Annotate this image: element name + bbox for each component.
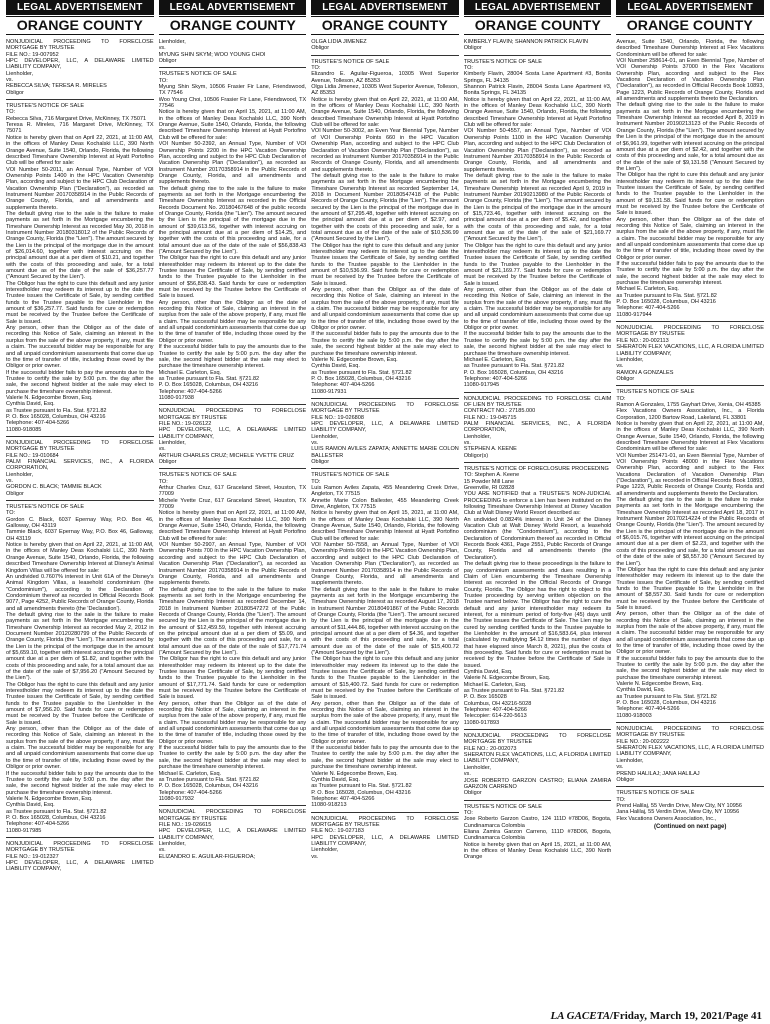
notice-line: Cynthia David, Esq. (311, 363, 360, 370)
notice-line: 11080-917944 (616, 311, 652, 318)
notice-line: Telephone: 407-404-5266 (616, 305, 680, 312)
notice-line: vs. (463, 439, 471, 446)
notice-line: Any person, other than the Obligor as of the date of recording this Notice of Sale, claiming an interest in the surplus from the sale of the above property, if any, must file a claim. The successful bidder may be responsible for any and all unpaid condominium assessments that come due up to the time of transfer of title, including those owed by the Obligor or prior owner. (6, 325, 154, 370)
notice-line: Notice is hereby given that on April 22, 2021, at 11:00 AM, in the offices of Manley Deas Kochalski LLC, 390 North Orange Avenue, Suite 1540, Orlando, Florida, the following described Timeshare Ownership Interest at Hyatt Portofino Club will be offered for sale: (463, 96, 612, 129)
notice-line: as Trustee pursuant to Fla. Stat. §721.82 (616, 693, 717, 700)
notice-line: NONJUDICIAL PROCEEDING TO FORECLOSE MORTGAGE BY TRUSTEE (158, 809, 307, 822)
notice-line: If the successful bidder fails to pay the amounts due to the Trustee to certify the sale by 5:00 p.m. the day after the sale, the second highest bidder at the sale may elect to purchase the timeshare ownership interest. (311, 745, 459, 771)
notice-line: Kimberly Flavin, 28004 Sosta Lane Apartment #3, Bonita Springs, FL 34135 (463, 71, 612, 84)
notice-line: Gordon C. Black, 6037 Epernay Way, P.O. Box 46, Galloway, OH 43119 (6, 516, 154, 530)
notice-line: TO: (463, 65, 473, 72)
notice-line: Notice is hereby given that on April 22, 2021, at 11:00 AM, in the offices of Manley Deas Kochalski LLC, 390 North Orange Avenue, Suite 1540, Orlando, Florida, the following described Timeshare Ownership Interest at Flex Vacations Condominium will be offered for sale: (616, 420, 764, 453)
notice-line: 11080-918085 (6, 426, 42, 433)
notice-line: as Trustee pursuant to Fla. Stat. §721.82 (6, 808, 107, 815)
notice-line: Lienholder, (311, 847, 339, 854)
notice-line: as Trustee pursuant to Fla. Stat. §721.82 (463, 688, 565, 695)
notice-line: NONJUDICIAL PROCEEDING TO FORECLOSE MORTGAGE BY TRUSTEE (6, 439, 154, 453)
notice-line: Obligor(s) (463, 452, 489, 459)
notice-line: VOI Number 50-2907, an Annual Type, Number of VOI Ownership Points 700 in the HPC Vacation Ownership Plan, according and subject to the HPC Club Declaration of Vacation Ownership Plan ("Declaration"), as recorded as Instrument Number 20170358914 in the Public Records of Orange County, Florida, and all amendments and supplements thereto. (158, 542, 307, 587)
notice-line: Telephone: 407-404-5266 (6, 420, 70, 427)
notice-line: Any person, other than the Obligor as of the date of recording this Notice of Sale, claiming an interest in the surplus from the sale of the above property, if any, must file a claim. The successful bidder may be responsible for any and all unpaid condominium assessments that come due up to the time of transfer of title, including those owed by the Obligor or prior owner. (158, 700, 307, 745)
notice-line: Myung Shin Skym, 10506 Frasier Fir Lane, Friendswood, TX 77546 (158, 84, 307, 97)
notice-line: vs. (463, 771, 471, 778)
notice-line: 15 Powder Mill Lane (463, 478, 515, 485)
notice-line: The default giving rise to the sale is the failure to make payments as set forth in the Mortgage encumbering the Timeshare Ownership Interest as recorded December 14, 2018 in Instrument Number 20180547272 of the Public Records of Orange County, Florida (the "Lien"). The amount secured by the Lien is the principal of the mortgage due in the amount of $12,459.59, together with interest accruing on the principal amount due at a per diem of $5.09, and together with the costs of this proceeding and sale, for a total amount due as of the date of the sale of $17,771.74 ("Amount Secured by the Lien"). (158, 586, 307, 656)
notice-divider (311, 468, 459, 469)
notice-divider (616, 321, 764, 322)
notice-line: FILE NO.: 20-002222 (616, 738, 670, 745)
notice-line: 11080-917893 (463, 719, 500, 726)
notice-line: Tammie Black, 6037 Epernay Way, P.O. Box 46, Galloway, OH 43119 (6, 529, 154, 542)
notice-line: vs. (311, 853, 319, 860)
notice-line: Lienholder, (158, 39, 186, 45)
notice-line: HPC DEVELOPER, LLC, A DELAWARE LIMITED LIABILITY COMPANY, (6, 58, 154, 71)
ad-column-4 (464, 0, 612, 1010)
notice-line: P. O. Box 165028, Columbus, OH 43216 (311, 375, 411, 382)
notice-line: P. O. Box 165028 (463, 694, 507, 701)
notice-line: PALM FINANCIAL SERVICES, INC., A FLORIDA CORPORATION, (463, 420, 612, 434)
notice-line: as Trustee pursuant to Fla. Stat. §721.82 (158, 776, 260, 783)
notice-divider (464, 729, 612, 730)
notice-line: TO: (616, 796, 626, 803)
notice-line: TRUSTEE'S NOTICE OF SALE (616, 389, 695, 396)
notice-line: If the successful bidder fails to pay the amounts due to the Trustee to certify the sale by 5:00 p.m. the day after the sale, the second highest bidder at the sale may elect to purchase the timeshare ownership interest. (463, 331, 612, 357)
notice-line: Flex Vacations Owners Association, Inc., a Florida Corporation, 1200 Bartow Road, Lakeland, FL 33801 (616, 408, 764, 421)
notice-line: VOI Number 258614-01, an Even Biennial Type, Number of VOI Ownership Points 37000 in the Flex Vacations Ownership Plan, according and subject to the Flex Vacations Declaration of Vacation Ownership Plan ("Declaration"), as recorded in Official Records Book 10893, Page 1223, Public Records of Orange County, Florida and all amendments and supplements thereto the Declaration. (616, 58, 764, 103)
notice-line: Obligor (463, 45, 482, 52)
notice-line: as Trustee pursuant to Fla. Stat. §721.82 (311, 369, 412, 376)
notice-line: Ramon A Gonzales, 1755 Gayhart Drive, Xenia, OH 45385 (616, 401, 761, 408)
notice-line: vs. (6, 77, 14, 84)
notice-divider (159, 67, 307, 68)
notice-line: FILE NO.: 19-027183 (311, 828, 364, 835)
legal-advertisement-header: LEGAL ADVERTISEMENT (311, 0, 459, 15)
notice-line: Notice is hereby given that on April 22, 2021, at 11:00 AM, in the offices of Manley Deas Kochalski LLC, 390 North Orange Avenue, Suite 1540, Orlando, Florida, the following described Timeshare Ownership Interest at Hyatt Portofino Club will be offered for sale: (311, 96, 459, 129)
notice-line: The default giving rise to the sale is the failure to make payments as set forth in the Mortgage encumbering the Timeshare Ownership Interest as recorded September 14, 2018 in Document Number 20180547418 of the Public Records of Orange County, Florida (the "Lien"). The amount secured by the Lien is the principal of the mortgage due in the amount of $7,295.48, together with interest accruing on the principal amount due at a per diem of $2.97, and together with the costs of this proceeding and sale, for a total amount due as of the date of the sale of $10,536.99 ("Amount Secured by the Lien"). (311, 172, 459, 243)
notice-line: Lienholder, (463, 433, 491, 440)
notice-line: vs. (158, 847, 166, 854)
notice-divider (311, 398, 459, 399)
notice-line: The Obligor has the right to cure this default and any junior interestholder may redeem its interest up to the date the Trustee issues the Certificate of Sale, by sending certified funds to the Trustee payable to the Lienholder in the amount of $8,557.30. Said funds for cure or redemption must be received by the Trustee before the Certificate of Sale is issued. (616, 566, 764, 611)
notice-line: NONJUDICIAL PROCEEDING TO FORECLOSE CLAIM OF LIEN BY TRUSTEE (463, 395, 612, 408)
notice-line: TO: (311, 65, 321, 72)
notice-line: as Trustee pursuant to Fla. Stat. §721.82 (158, 375, 260, 382)
notice-line: Cynthia David, Esq. (616, 687, 666, 694)
columns-container (6, 0, 764, 1010)
notice-line: MYUNG SHIN SKYM; WOO YOUNG CHOI (158, 51, 266, 58)
notice-line: Elizandro E. Aguilar-Figueroa, 10305 West Superior Avenue, Tolleson, AZ 85353 (311, 71, 459, 84)
notice-line: TO: (6, 510, 16, 517)
notice-line: FILE NO.: 19-026808 (311, 414, 364, 421)
notice-line: Prend Halilaj, 55 Verdin Drive, Mew City, NY 10956 (616, 802, 742, 809)
notice-line: VOI Number 251471-01, an Even Biennial Type, Number of VOI Ownership Points 48000 in the Flex Vacations Ownership Plan, according and subject to the Flex Vacations Declaration of Vacation Ownership Plan ("Declaration"), as recorded in Official Records Book 10893, Page 1223, Public Records of Orange County, Florida and all amendments and supplements thereto the Declaration. (616, 452, 764, 497)
notice-line: SHERATON FLEX VACATIONS, LLC, A FLORIDA LIMITED LIABILITY COMPANY, (616, 745, 764, 758)
notice-line: P. O. Box 165028, Columbus, OH 43216 (6, 413, 106, 420)
notice-line: If the successful bidder fails to pay the amounts due to the Trustee to certify the sale by 5:00 p.m. the day after the sale, the second highest bidder at the sale may elect to purchase the timeshare ownership interest. (311, 331, 459, 357)
notice-line: TO: (463, 809, 473, 816)
notice-line: Any person, other than the Obligor as of the date of recording this Notice of Sale, claiming an interest in the surplus from the sale of the above property, if any, must file a claim. The successful bidder may be responsible for any and all unpaid condominium assessments that come due up to the time of transfer of title, including those owed by the Obligor or prior owner. (311, 700, 459, 745)
notice-line: The Obligor has the right to cure this default and any junior interestholder may redeem its interest up to the date the Trustee issues the Certificate of Sale, by sending certified funds to the Trustee payable to the Lienholder in the amount of $36,257.77. Said funds for cure or redemption must be received by the Trustee before the Certificate of Sale is issued. (6, 280, 154, 325)
notice-line: TRUSTEE'S NOTICE OF FORECLOSURE PROCEEDING (463, 466, 609, 472)
notice-line: FILE NO.: 19-010684 (6, 452, 59, 459)
notice-divider (311, 812, 459, 813)
notice-line: Telephone: 407-404-5266 (311, 795, 375, 802)
notice-line: The default giving rise to the sale is the failure to make payments as set forth in the Mortgage encumbering the Timeshare Ownership Interest as recorded May 30, 2018 in Instrument Number 20180318012 of the Public Records of Orange County, Florida (the "Lien"). The amount secured by the Lien is the principal of the mortgage due in the amount of $26,014.60, together with interest accruing on the principal amount due at a per diem of $10.21, and together with the costs of this proceeding and sale, for a total amount due as of the date of the sale of $36,257.77 ("Amount Secured by the Lien"). (6, 210, 154, 281)
notice-line: If the successful bidder fails to pay the amounts due to the Trustee to certify the sale by 5:00 p.m. the day after the sale, the second highest bidder at the sale may elect to purchase the timeshare ownership interest. (616, 261, 764, 287)
legal-advertisement-header: LEGAL ADVERTISEMENT (616, 0, 764, 15)
notice-line: HPC DEVELOPER, LLC, A DELAWARE LIMITED LIABILITY COMPANY, (311, 420, 459, 434)
notice-line: 11080-917938 (158, 394, 194, 401)
notice-line: FILE NO.: 20-002113 (616, 337, 669, 344)
notice-line: Telephone: 407-404-5266 (158, 789, 222, 796)
notice-line: TO: (311, 478, 321, 485)
notice-line: Telephone: 407-404-5266 (463, 375, 528, 382)
notice-line: Lienholder, (158, 439, 186, 446)
notice-divider (6, 99, 154, 100)
notice-divider (159, 404, 307, 405)
notice-divider (311, 55, 459, 56)
notice-line: The Obligor has the right to cure this default and any junior interestholder may redeem its interest up to the date the Trustee issues the Certificate of Sale, by sending certified funds to the Trustee payable to the Lienholder in the amount of $21,169.77. Said funds for cure or redemption must be received by the Trustee before the Certificate of Sale is issued. (463, 242, 612, 287)
notice-line: The default giving rise to the sale is the failure to make payments as set forth in the Mortgage encumbering the Timeshare Ownership Interest as recorded April 18, 2017 in Instrument Number 20170214224 of the Public Records of Orange County, Florida (the "Lien"). The amount secured by the Lien is the principal of the mortgage due in the amount of $6,015.76, together with interest accruing on the principal amount due at a per diem of $2.23, and together with the costs of this proceeding and sale, for a total amount due as of the date of the sale of $8,557.30 ("Amount Secured by the Lien"). (616, 497, 764, 567)
notice-line: as Trustee pursuant to Fla. Stat. §721.82 (616, 292, 717, 299)
notice-line: vs. (616, 764, 624, 771)
notice-line: Flex Vacations Owners Association, Inc., (616, 815, 717, 822)
notice-line: NONJUDICIAL PROCEEDING TO FORECLOSE MORTGAGE BY TRUSTEE (6, 39, 154, 52)
notice-line: Lienholder, (311, 433, 339, 440)
notice-line: ELIZANDRO E. AGUILAR-FIGUEROA; (158, 853, 256, 860)
notice-line: vs. (616, 363, 624, 370)
notice-divider (464, 55, 612, 56)
notice-line: FILE NO.: 19-026122 (158, 420, 212, 427)
notice-line: NONJUDICIAL PROCEEDING TO FORECLOSE MORTGAGE BY TRUSTEE (158, 408, 307, 421)
notice-line: HPC DEVELOPER, LLC, A DELAWARE LIMITED LIABILITY COMPANY, (311, 834, 459, 847)
county-banner: ORANGE COUNTY (616, 16, 764, 35)
notice-body (311, 39, 459, 860)
notice-line: Notice is hereby given that on April 22, 2021, at 11:00 AM, in the offices of Manley Deas Kochalski LLC, 390 North Orange Avenue, Suite 1540, Orlando, Florida, the following described Timeshare Ownership Interest at Disney's Animal Kingdom Villas will be offered for sale: (6, 542, 154, 574)
notice-line: 11080-918213 (311, 802, 347, 809)
legal-advertisement-header: LEGAL ADVERTISEMENT (159, 0, 307, 15)
notice-line: Columbus, OH 43216-5028 (463, 700, 532, 707)
notice-line: P. O. Box 165028, Columbus, OH 43216 (158, 382, 259, 389)
notice-line: Notice is hereby given that on April 22, 2021, at 11:00 AM, in the offices of Manley Deas Kochalski LLC, 390 North Orange Avenue, Suite 1540, Orlando, Florida, the following described Timeshare Ownership Interest at Hyatt Portofino Club will be offered for sale: (158, 510, 307, 542)
notice-line: JOSE ROBERTO GARZON CASTRO; ELIANA ZAMIRA GARZON CARRENO (463, 777, 612, 790)
notice-line: Notice is hereby given that on April 22, 2021, at 11:00 AM, in the offices of Manley Deas Kochalski LLC, 390 North Orange Avenue, Suite 1540, Orlando, Florida, the following described Timeshare Ownership Interest at Hyatt Portofino Club will be offered for sale: (6, 134, 154, 167)
notice-line: TO: (158, 478, 168, 485)
notice-line: TO: (6, 109, 16, 116)
notice-line: VOI Number 50-4557, an Annual Type, Number of VOI Ownership Points 1100 in the HPC Vacation Ownership Plan, according and subject to the HPC Club Declaration of Vacation Ownership Plan ("Declaration"), as recorded as Instrument Number 20170358914 in the Public Records of Orange County, Florida, and all amendments and supplements thereto. (463, 128, 612, 173)
notice-line: Telephone: 407-404-5266 (616, 706, 680, 713)
ad-column-2 (159, 0, 307, 1010)
notice-line: Lienholder, (158, 840, 186, 847)
notice-line: SHERATON FLEX VACATIONS, LLC, A FLORIDA LIMITED LIABILITY COMPANY, (616, 344, 764, 357)
notice-line: Luis Ramon Aviles Zapata, 455 Meandering Creek Drive, Angleton, TX 77515 (311, 485, 459, 498)
notice-line: The Obligor has the right to cure this default and any junior interestholder may redeem its interest up to the date the Trustee issues the Certificate of Sale, by sending certified funds to the Trustee payable to the Lienholder in the amount of $10,536.99. Said funds for cure or redemption must be received by the Trustee before the Certificate of Sale is issued. (311, 242, 459, 287)
notice-line: FILE NO.: 20-002073 (463, 745, 517, 752)
notice-line: The default giving rise to the sale is the failure to make payments as set forth in the Mortgage encumbering the Timeshare Ownership Interest as recorded in the Official Records Document No. 20180467648 of the public records of Orange County, Florida (the "Lien"). The amount secured by the Lien is the principal of the mortgage due in the amount of $39,613.56, together with interest accruing on the principal amount due at a per diem of $14.25, and together with the costs of this proceeding and sale, for a total amount due as of the date of the sale of $56,838.43 ("Amount Secured by the Lien"). (158, 185, 307, 255)
notice-line: VOI Number 50-7558, an Annual Type, Number of VOI Ownership Points 660 in the HPC Vacation Ownership Plan, according and subject to the HPC Club Declaration of Vacation Ownership Plan ("Declaration"), as recorded as Instrument Number 20170358914 in the Public Records of Orange County, Florida, and all amendments and supplements thereto. (311, 542, 459, 587)
notice-line: Obligor (311, 459, 330, 465)
notice-divider (6, 500, 154, 501)
notice-line: Cynthia David, Esq. (463, 669, 513, 675)
notice-line: KIMBERLY FLAVIN; SHANNON PATRICK FLAVIN (463, 39, 588, 45)
notice-line: GORDON C. BLACK; TAMMIE BLACK (6, 484, 102, 491)
notice-line: The default giving rise to the sale is the failure to make payments as set forth in the Mortgage encumbering the Timeshare Ownership Interest as recorded May 2, 2012 in Document Number 20120280799 of the Public Records of Orange County, Florida (the "Lien"). The amount secured by the Lien is the principal of the mortgage due in the amount of $5,659.10, together with interest accruing on the principal amount due at a per diem of $1.82, and together with the costs of this proceeding and sale, for a total amount due as of the date of the sale of $7,956.20 ("Amount Secured by the Lien"). (6, 611, 154, 682)
notice-line: 11080-917931 (311, 388, 347, 395)
notice-line: vs. (311, 439, 319, 446)
notice-divider (616, 385, 764, 386)
notice-line: LUIS RAMON AVILES ZAPATA; ANNETTE MARIE COLON BALLESTER (311, 446, 459, 459)
notice-line: Michele Yvette Cruz, 617 Graceland Street, Houston, TX 77009 (158, 497, 307, 511)
notice-line: TRUSTEE'S NOTICE OF SALE (311, 472, 390, 479)
notice-divider (6, 436, 154, 437)
notice-line: ARTHUR CHARLES CRUZ; MICHELE YVETTE CRUZ (158, 452, 294, 459)
notice-line: Rebecca Silva, 716 Margaret Drive, McKinney, TX 75071 (6, 115, 147, 122)
notice-divider (464, 462, 612, 463)
notice-line: Obligor (6, 89, 24, 96)
notice-line: CONTRACT NO.: 27185.000 (463, 408, 536, 415)
notice-line: Valerie N. Edgecombe Brown, Esq. (6, 394, 93, 401)
notice-line: HPC DEVELOPER, LLC, A DELAWARE LIMITED LIABILITY COMPANY, (158, 427, 307, 440)
notice-line: NONJUDICIAL PROCEEDING TO FORECLOSE MORTGAGE BY TRUSTEE (616, 726, 764, 739)
notice-line: Obligor (158, 58, 177, 65)
notice-line: FILE NO.: 19-007952 (6, 51, 59, 58)
ad-column-5 (616, 0, 764, 1010)
notice-line: Telephone: 407-404-5266 (311, 382, 375, 389)
notice-line: The default giving rise to the sale is the failure to make payments as set forth in the Mortgage encumbering the Timeshare Ownership Interest as recorded April 9, 2019 in Instrument Number 20190213980 of the Public Records of Orange County, Florida (the "Lien"). The amount secured by the Lien is the principal of the mortgage due in the amount of $15,723.46, together with interest accruing on the principal amount due at a per diem of $5.42, and together with the costs of this proceeding and sale, for a total amount due as of the date of the sale of $21,169.77 ("Amount Secured by the Lien"). (463, 172, 612, 243)
footer-paper-name: LA GACETA (550, 1010, 611, 1022)
notice-line: HPC DEVELOPER, LLC, A DELAWARE LIMITED LIABILITY COMPANY, (158, 828, 307, 841)
notice-line: FILE NO.: 19-045715 (463, 414, 517, 421)
notice-line: NONJUDICIAL PROCEEDING TO FORECLOSE MORTGAGE BY TRUSTEE (616, 325, 764, 338)
notice-line: The default giving rise to the sale is the failure to make payments as set forth in the Mortgage encumbering the Timeshare Ownership Interest as recorded April 8, 2019 in Instrument Number 20190213123 of the Public Records of Orange County, Florida (the "Lien"). The amount secured by the Lien is the principal of the mortgage due in the amount of $6,961.99, together with interest accruing on the principal amount due at a per diem of $2.42, and together with the costs of this proceeding and sale, for a total amount due as of the date of the sale of $9,131.58 ("Amount Secured by the Lien"). (616, 102, 764, 172)
notice-line: as Trustee pursuant to Fla. Stat. §721.82 (311, 783, 412, 790)
notice-line: TRUSTEE'S NOTICE OF SALE (6, 504, 85, 511)
notice-divider (159, 468, 307, 469)
notice-divider (464, 800, 612, 801)
notice-body (159, 39, 307, 860)
county-banner: ORANGE COUNTY (311, 16, 459, 35)
notice-line: TRUSTEE'S NOTICE OF SALE (158, 472, 237, 479)
notice-body (464, 39, 612, 861)
notice-line: TRUSTEE'S NOTICE OF SALE (463, 58, 542, 65)
page-footer (550, 1010, 762, 1022)
notice-line: Any person, other than the Obligor as of the date of recording this Notice of Sale, claiming an interest in the surplus from the sale of the above property, if any, must file a claim. The successful bidder may be responsible for any and all unpaid condominium assessments that come due up to the time of transfer of title, including those owed by the Obligor or prior owner. (616, 611, 764, 656)
notice-line: The Obligor has the right to cure this default and any junior interestholder may redeem its interest up to the date the Trustee issues the Certificate of Sale, by sending certified funds to the Trustee payable to the Lienholder in the amount of $7,956.20. Said funds for cure or redemption must be received by the Trustee before the Certificate of Sale is issued. (6, 681, 154, 726)
notice-line: P. O. Box 165028, Columbus, OH 43216 (463, 369, 564, 376)
notice-line: The default giving rise to the sale is the failure to make payments as set forth in the Mortgage encumbering the Timeshare Ownership Interest as recorded August 17, 2018 in Instrument Number 20180491867 of the Public Records of Orange County, Florida (the "Lien"). The amount secured by the Lien is the principal of the mortgage due in the amount of $11,444.86, together with interest accruing on the principal amount due at a per diem of $4.36, and together with the costs of this proceeding and sale, for a total amount due as of the date of the sale of $15,400.72 ("Amount Secured by the Lien"). (311, 586, 459, 656)
notice-line: Notice is hereby given that on April 15, 2021, at 11:00 AM, in the offices of Manley Deas Kochalski LLC, 390 North Orange Avenue, Suite 1540, Orlando, Florida, the following described Timeshare Ownership Interest at Hyatt Portofino Club will be offered for sale: (158, 109, 307, 141)
notice-line: Michael E. Carleton, Esq. (616, 286, 679, 293)
notice-line: Obligor (158, 459, 177, 465)
notice-line: TRUSTEE'S NOTICE OF SALE (463, 803, 542, 810)
notice-line: Telephone: 407-404-5266 (6, 821, 70, 828)
notice-line: vs. (158, 45, 166, 52)
notice-line: TO: (158, 77, 168, 84)
notice-line: as Trustee pursuant to Fla. Stat. §721.82 (463, 363, 565, 370)
notice-line: Cynthia David, Esq. (311, 776, 360, 783)
notice-line: Michael E. Carleton, Esq. (463, 356, 527, 363)
notice-divider (159, 805, 307, 806)
notice-divider (464, 392, 612, 393)
notice-line: VOI Number 50-2392, an Annual Type, Number of VOI Ownership Points 2200 in the HPC Vacation Ownership Plan, according and subject to the HPC Club Declaration of Vacation Ownership Plan ("Declaration"), as recorded as Instrument Number 20170358914 in the Public Records of Orange County, Florida, and all amendments and supplements thereto. (158, 141, 307, 186)
notice-line: P. O. Box 165028, Columbus, OH 43216 (158, 783, 259, 790)
notice-line: Telephone: 407-404-5266 (158, 388, 222, 395)
notice-line: TO: (616, 395, 626, 402)
ad-column-3 (311, 0, 459, 1010)
notice-line: RAMON A GONZALES (616, 369, 674, 376)
notice-line: 11080-917985 (6, 827, 42, 834)
notice-line: Lienholder, (616, 356, 644, 363)
notice-line: PREND HALILAJ; JANA HALILAJ (616, 770, 700, 777)
notice-line: FILE NO.: 19-026615 (158, 821, 212, 828)
notice-divider (616, 786, 764, 787)
notice-divider (616, 722, 764, 723)
notice-line: 11080-917945 (463, 382, 500, 389)
notice-line: TRUSTEE'S NOTICE OF SALE (158, 71, 237, 78)
notice-line: If the successful bidder fails to pay the amounts due to the Trustee to certify the sale by 5:00 p.m. the day after the sale, the second highest bidder at the sale may elect to purchase the timeshare ownership interest. (6, 770, 154, 796)
notice-line: Obligor (6, 490, 24, 497)
notice-line: OLGA LIDIA JIMENEZ (311, 39, 367, 45)
notice-line: TRUSTEE'S NOTICE OF SALE (311, 58, 390, 65)
notice-line: Notice is hereby given that on April 15, 2021, at 11:00 AM, in the offices of Manley Deas Kochalski LLC, 390 North Orange (463, 841, 612, 861)
notice-line: If the successful bidder fails to pay the amounts due to the Trustee to certify the sale by 5:00 p.m. the day after the sale, the second highest bidder at the sale may elect to purchase the timeshare ownership interest. (616, 655, 764, 681)
notice-line: Greenville, RI 02828 (463, 485, 515, 492)
notice-line: HPC DEVELOPER, LLC, A DELAWARE LIMITED LIABILITY COMPANY, (6, 859, 154, 873)
notice-line: Valerie N. Edgecombe Brown, Esq. (311, 770, 398, 777)
legal-advertisement-header: LEGAL ADVERTISEMENT (6, 0, 154, 15)
notice-line: An undivided 0.0824% interest in Unit 34 of the Disney Vacation Club at Walt Disney World Resort, a leasehold condominium (the "Condominium"), according to the Declaration of Condominium thereof as recorded in Official Records Book 4361, Page 2551, Public Records of Orange County, Florida and all amendments thereto (the 'Declaration'). (463, 516, 612, 561)
notice-line: Jose Roberto Garzon Castro, 124 111D #78D06, Bogota, Cundinamarca Colombia (463, 816, 612, 829)
notice-line: 11080-917932 (158, 795, 194, 802)
notice-line: P. O. Box 165028, Columbus, OH 43216 (616, 299, 716, 306)
notice-line: Eliana Zamira Garzon Carreno, 111D #78D06, Bogota, Cundinamarca Colombia (463, 828, 612, 842)
notice-line: Arthur Charles Cruz, 617 Graceland Street, Houston, TX 77009 (158, 485, 307, 498)
newspaper-page (6, 0, 764, 1010)
notice-line: The Obligor has the right to cure this default and any junior interestholder may redeem its interest up to the date the Trustee issues the Certificate of Sale, by sending certified funds to the Trustee payable to the Lienholder in the amount of $15,400.72. Said funds for cure or redemption must be received by the Trustee before the Certificate of Sale is issued. (311, 656, 459, 701)
notice-line: 11080-918003 (616, 712, 652, 719)
notice-divider (6, 837, 154, 838)
county-banner: ORANGE COUNTY (464, 16, 612, 35)
continued-note: (Continued on next page) (654, 823, 727, 830)
notice-line: The Obligor has the right to cure this default and any junior interestholder may redeem its interest up to the date the Trustee issues the Certificate of Sale, by sending certified funds to the Trustee payable to the Lienholder in the amount of $9,131.58. Said funds for cure or redemption must be received by the Trustee before the Certificate of Sale is issued. (616, 172, 764, 217)
notice-line: The Obligor has the right to cure this default and any junior interestholder may redeem its interest up to the date the Trustee issues the Certificate of Sale, by sending certified funds to the Trustee payable to the Lienholder in the amount of $17,771.74. Said funds for cure or redemption must be received by the Trustee before the Certificate of Sale is issued. (158, 656, 307, 701)
ad-column-1 (6, 0, 154, 1010)
notice-line: Lienholder, (463, 764, 491, 771)
notice-line: Telephone: 407-404-5266 (463, 707, 528, 714)
notice-line: Michael E. Carleton, Esq. (463, 681, 527, 688)
notice-line: Jana Halilaj, 55 Verdin Drive, Mew City, NY 10956 (616, 809, 740, 816)
notice-line: P. O. Box 165028, Columbus, OH 43216 (6, 814, 106, 821)
county-banner: ORANGE COUNTY (6, 16, 154, 35)
notice-body (616, 39, 764, 830)
notice-line: Cynthia David, Esq. (6, 802, 55, 809)
footer-date-page: /Friday, March 19, 2021/Page 41 (610, 1010, 762, 1022)
notice-line: VOI Number 50-2011, an Annual Type, Number of VOI Ownership Points 1400 in the HPC Vacation Ownership Plan, according and subject to the HPC Club Declaration of Vacation Ownership Plan ("Declaration"), as recorded as Instrument Number 20170358914 in the Public Records of Orange County, Florida, and all amendments and supplements thereto. (6, 166, 154, 211)
notice-line: as Trustee pursuant to Fla. Stat. §721.82 (6, 407, 107, 414)
notice-line: Any person, other than the Obligor as of the date of recording this Notice of Sale, claiming an interest in the surplus from the sale of the above property, if any, must file a claim. The successful bidder may be responsible for any and all unpaid condominium assessments that come due up to the time of transfer of title, including those owed by the Obligor or prior owner. (311, 287, 459, 332)
notice-line: The Obligor has the right to cure this default and any junior interestholder may redeem its interest up to the date the Trustee issues the Certificate of Sale, by sending certified funds to the Trustee payable to the Lienholder in the amount of $56,838.43. Said funds for cure or redemption must be received by the Trustee before the Certificate of Sale is issued. (158, 255, 307, 300)
notice-line: Valerie N. Edgecombe Brown, Esq. (6, 795, 93, 802)
notice-line: NONJUDICIAL PROCEEDING TO FORECLOSE MORTGAGE BY TRUSTEE (311, 815, 459, 828)
notice-line: YOU ARE NOTIFIED that a TRUSTEE'S NON-JUDICIAL PROCEEDING to enforce a Lien has been instituted on the following Timeshare Ownership Interest at Disney Vacation Club at Walt Disney World Resort described as: (463, 491, 612, 517)
notice-line: Valerie N. Edgecombe Brown, Esq. (311, 356, 398, 363)
notice-line: If the successful bidder fails to pay the amounts due to the Trustee to certify the sale by 5:00 p.m. the day after the sale, the second highest bidder at the sale may elect to purchase the timeshare ownership interest. (158, 344, 307, 370)
notice-line: SHERATON FLEX VACATIONS, LLC, A FLORIDA LIMITED LIABILITY COMPANY, (463, 752, 612, 765)
notice-line: Valerie N. Edgecombe Brown, Esq. (616, 681, 703, 688)
notice-line: Notice is hereby given that on April 15, 2021, at 11:00 AM, in the offices of Manley Deas Kochalski LLC, 390 North Orange Avenue, Suite 1540, Orlando, Florida, the following described Timeshare Ownership Interest at Hyatt Portofino Club will be offered for sale: (311, 510, 459, 542)
notice-line: Valerie N. Edgecombe Brown, Esq. (463, 675, 551, 682)
notice-line: Olga Lidia Jimenez, 10305 West Superior Avenue, Tolleson, AZ 85353 (311, 84, 459, 97)
notice-line: Cynthia David, Esq. (6, 401, 55, 408)
notice-line: An undivided 0.7607% interest in Unit 61A of the Disney's Animal Kingdom Villas, a leasehold condominium (the "Condominium"), according to the Declaration of Condominium thereof as recorded in Official Records Book 9077, Page 4252, Public Records of Orange County, Florida and all amendments thereto (the 'Declaration'). (6, 573, 154, 612)
notice-line: Obligor (616, 776, 635, 783)
notice-line: Any person, other than the Obligor as of the date of recording this Notice of Sale, claiming an interest in the surplus from the sale of the above property, if any, must file a claim. The successful bidder may be responsible for any and all unpaid condominium assessments that come due up to the time of transfer of title, including those owed by the Obligor or prior owner. (463, 287, 612, 332)
notice-line: Teresa R. Mireles, 716 Margaret Drive, McKinney, TX 75071 (6, 122, 154, 135)
notice-line: Avenue, Suite 1540, Orlando, Florida, the following described Timeshare Ownership Interest at Flex Vacations Condominium will be offered for sale: (616, 39, 764, 58)
notice-body (6, 39, 154, 873)
notice-line: Telecopier: 614-220-5613 (463, 713, 527, 720)
notice-line: Shannon Patrick Flavin, 28004 Sosta Lane Apartment #3, Bonita Springs, FL 34135 (463, 84, 612, 97)
notice-line: Obligor (311, 45, 330, 52)
notice-line: P. O. Box 165028, Columbus, OH 43216 (311, 789, 411, 796)
notice-line: Lienholder, (6, 70, 34, 77)
notice-line: TRUSTEE'S NOTICE OF SALE (6, 103, 85, 110)
notice-line: TO: Stephen A. Keene (463, 472, 520, 479)
notice-line: Michael E. Carleton, Esq. (158, 770, 222, 777)
notice-line: NONJUDICIAL PROCEEDING TO FORECLOSE MORTGAGE BY TRUSTEE (311, 401, 459, 415)
notice-line: vs. (6, 478, 14, 485)
notice-line: STEPHEN A. KEENE (463, 446, 517, 453)
notice-line: REBECCA SILVA; TERESA R. MIRELES (6, 83, 107, 90)
notice-line: NONJUDICIAL PROCEEDING TO FORECLOSE MORTGAGE BY TRUSTEE (6, 840, 154, 854)
notice-line: P. O. Box 165028, Columbus, OH 43216 (616, 700, 716, 707)
notice-line: Lienholder, (6, 471, 34, 478)
notice-line: Woo Young Choi, 10506 Frasier Fir Lane, Friendswood, TX 77546 (158, 96, 307, 110)
notice-line: vs. (158, 446, 166, 453)
legal-advertisement-header: LEGAL ADVERTISEMENT (464, 0, 612, 15)
notice-line: PALM FINANCIAL SERVICES, INC., A FLORIDA CORPORATION, (6, 459, 154, 472)
notice-line: Obligor (616, 375, 635, 382)
notice-line: Annette Marie Colon Ballester, 455 Meandering Creek Drive, Angleton, TX 77515 (311, 497, 459, 511)
notice-line: If the successful bidder fails to pay the amounts due to the Trustee to certify the sale by 5:00 p.m. the day after the sale, the second highest bidder at the sale may elect to purchase the timeshare ownership interest. (6, 369, 154, 395)
notice-line: Any person, other than the Obligor as of the date of recording this Notice of Sale, claiming an interest in the surplus from the sale of the above property, if any, must file a claim. The successful bidder may be responsible for any and all unpaid condominium assessments that come due up to the time of transfer of title, including those owed by the Obligor or prior owner. (6, 726, 154, 771)
notice-line: VOI Number 50-3002, an Even Year Biennial Type, Number of VOI Ownership Points 660 in the HPC Vacation Ownership Plan, according and subject to the HPC Club Declaration of Vacation Ownership Plan ("Declaration"), as recorded as Instrument Number 20170358914 in the Public Records of Orange County, Florida, and all amendments and supplements thereto. (311, 128, 459, 173)
notice-line: The default giving rise to these proceedings is the failure to pay condominium assessments and dues resulting in a Claim of Lien encumbering the Timeshare Ownership Interest as recorded in the Official Records of Orange County, Florida. The Obligor has the right to object to this Trustee proceeding by serving written objection on the Trustee named below. The Obligor has the right to cure the default and any junior interestholder may redeem its interest, for a minimum period of forty-five (45) days until the Trustee issues the Certificate of Sale. The Lien may be cured by sending certified funds to the Trustee payable to the Lienholder in the amount of $16,583.64, plus interest (calculated by multiplying $4.12 times the number of days that have elapsed since March 8, 2021), plus the costs of this proceeding. Said funds for cure or redemption must be received by the Trustee before the Certificate of Sale is issued. (463, 561, 612, 669)
notice-line: Michael E. Carleton, Esq. (158, 369, 222, 376)
notice-line: Obligor (463, 790, 482, 797)
notice-line: If the successful bidder fails to pay the amounts due to the Trustee to certify the sale by 5:00 p.m. the day after the sale, the second highest bidder at the sale may elect to purchase the timeshare ownership interest. (158, 745, 307, 771)
notice-line: Any person, other than the Obligor as of the date of recording this Notice of Sale, claiming an interest in the surplus from the sale of the above property, if any, must file a claim. The successful bidder may be responsible for any and all unpaid condominium assessments that come due up to the time of transfer of title, including those owed by the Obligor or prior owner. (158, 299, 307, 344)
notice-line: NONJUDICIAL PROCEEDING TO FORECLOSE MORTGAGE BY TRUSTEE (463, 733, 612, 746)
notice-line: TRUSTEE'S NOTICE OF SALE (616, 790, 695, 797)
county-banner: ORANGE COUNTY (159, 16, 307, 35)
notice-line: Any person, other than the Obligor as of the date of recording this Notice of Sale, claiming an interest in the surplus from the sale of the above property, if any, must file a claim. The successful bidder may be responsible for any and all unpaid condominium assessments that come due up to the time of transfer of title, including those owed by the Obligor or prior owner. (616, 216, 764, 261)
notice-line: FILE NO.: 19-012327 (6, 853, 59, 860)
notice-line: Lienholder, (616, 757, 644, 764)
